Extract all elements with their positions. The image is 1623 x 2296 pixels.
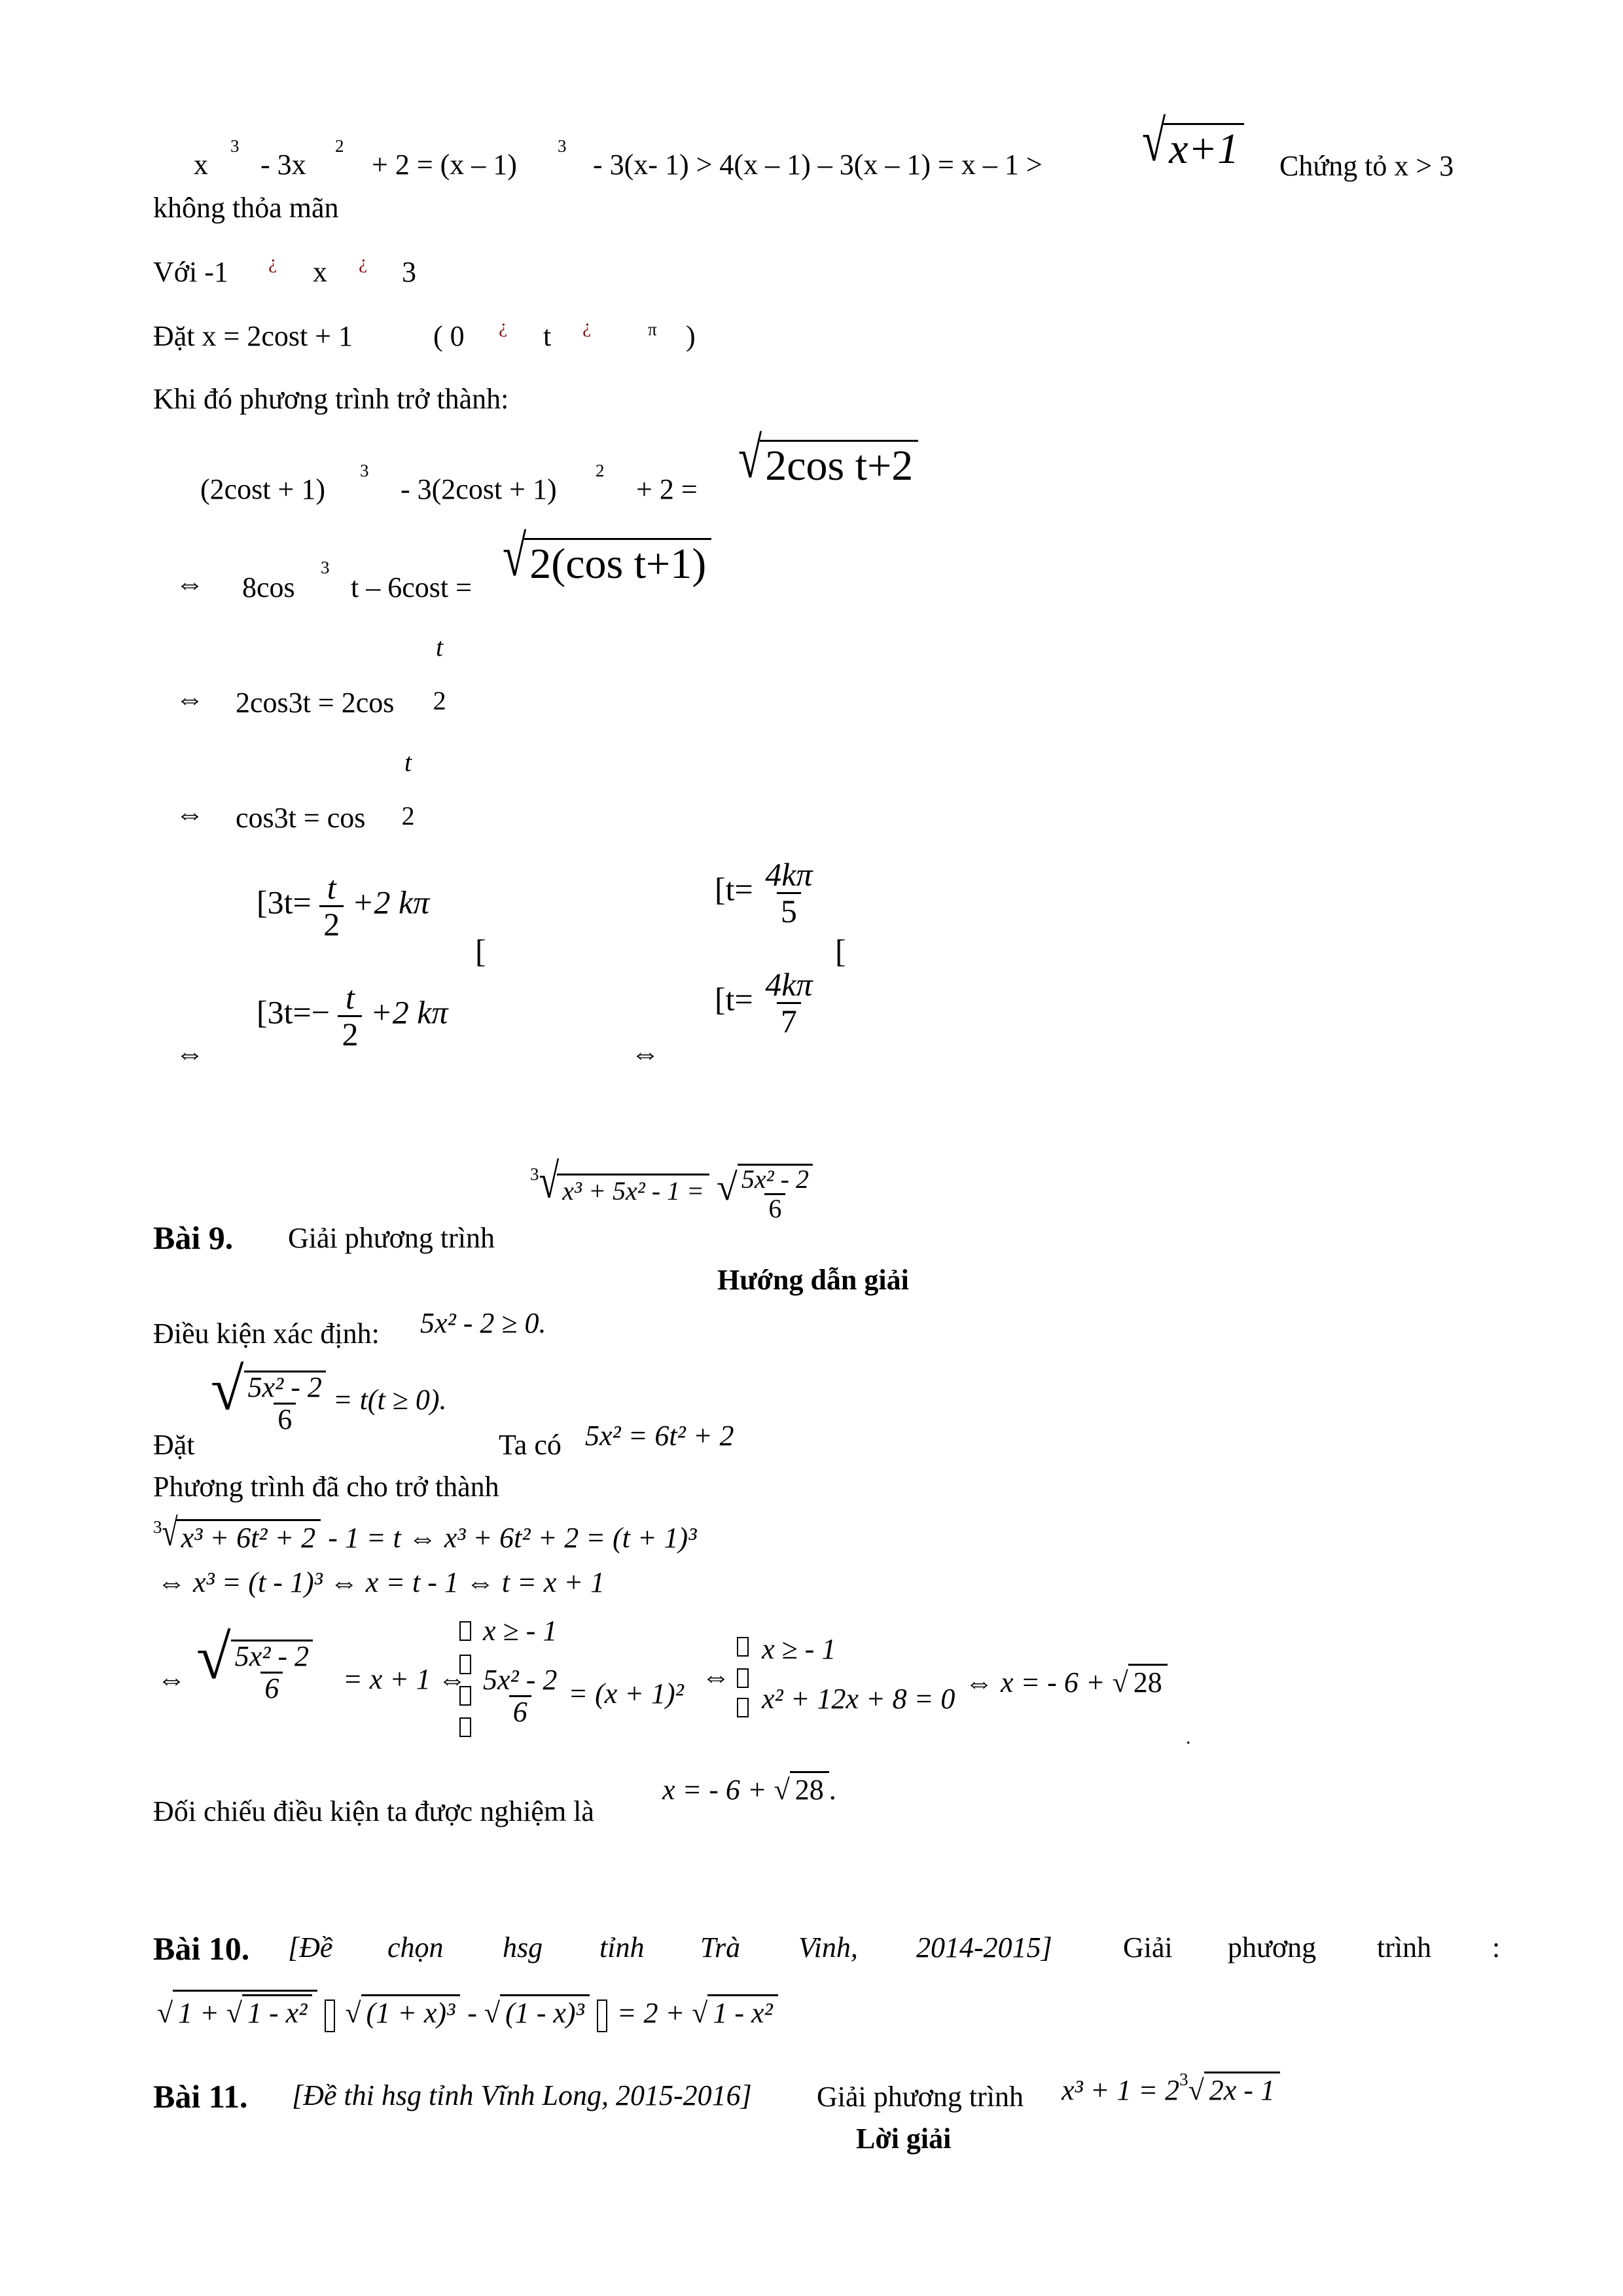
l2-text: không thỏa mãn [153,192,339,224]
loi-giai-heading: Lời giải [856,2123,952,2155]
l7-a: 8cos [242,571,295,603]
bai10-w3: hsg [503,1931,543,1964]
bai9-cond: 5x² - 2 ≥ 0. [420,1307,546,1339]
l9-frac: t 2 [401,747,415,831]
l8-a: 2cos3t = 2cos [236,687,395,719]
l1-part-c: + 2 = (x – 1) [372,149,517,181]
l1-sqrt: √x+1 [1142,123,1244,171]
bai11-title: Bài 11. [153,2078,248,2115]
l4-glyph-1: ¿ [499,315,508,337]
l9-arrow: ⇔ [175,798,204,830]
l1-x: x [194,149,208,181]
bai9-line-b: ⇔ x³ = (t - 1)³ ⇔ x = t - 1 ⇔ t = x + 1 [157,1566,605,1598]
l5-text: Khi đó phương trình trở thành: [153,383,509,415]
bai9-cond-label: Điều kiện xác định: [153,1318,380,1350]
l1-3x: - 3x [260,149,306,181]
sys-row-1: [3t= $\frac{t}{2}$ +2 kπ [257,869,430,942]
l6-b-exp: 2 [596,461,605,480]
bai9-line-c-sqrt: √ $\frac{\text{5x² - 2}}{6}$ [196,1626,313,1704]
l6-a-exp: 3 [360,461,369,480]
l4-pi: π [648,319,657,339]
bai9-line-c-end: ⇔ x = - 6 + √ 28 [965,1664,1168,1697]
bai9-taco-label: Ta có [499,1429,562,1461]
bai11-source: [Đề thi hsg tỉnh Vĩnh Long, 2015-2016] [292,2079,752,2111]
l8-arrow: ⇔ [175,683,204,715]
bai10-w5: Trà [700,1931,741,1964]
sys-bracket-1: [ [475,933,486,969]
bai10-w8: Giải [1123,1931,1173,1964]
sys-arrow-1: ⇔ [175,1037,204,1069]
sys2-row-1: x ≥ - 1 [762,1633,836,1665]
sys2-row-2: x² + 12x + 8 = 0 [762,1683,955,1715]
l6-c: + 2 = [636,473,698,505]
l9-a: cos3t = cos [236,802,366,834]
bai10-w7: 2014-2015] [916,1931,1052,1964]
l6-a: (2cost + 1) [200,473,325,505]
l3-glyph-1: ¿ [268,251,277,273]
l6-sqrt: √2cos t+2 [738,440,918,488]
bai11-equation: $x^3 + 1 = 2^3√$ 2x - 1 [1061,2071,1280,2105]
l8-frac: t 2 [433,632,446,715]
sys-arrow-2: ⇔ [631,1037,660,1069]
bai10-w1: [Đề [288,1931,333,1964]
bai9-final: x = - 6 + √ 28 . [662,1771,836,1804]
l3-glyph-2: ¿ [359,251,368,273]
l7-a-exp: 3 [321,558,330,577]
l4-glyph-2: ¿ [582,315,592,337]
sys1-row-2: $\frac{\text{5x² - 2}}{6}$ = (x + 1)² [483,1664,684,1729]
bai10-title: Bài 10. [153,1930,250,1967]
l4-t: t [543,320,552,352]
bai9-final-label: Đối chiếu điều kiện ta được nghiệm là [153,1795,594,1827]
l4-d: ) [686,320,696,352]
bai11-text: Giải phương trình [817,2081,1024,2113]
sys-sol-row-2: [t= $\frac{4k\pi}{7}$ [715,966,813,1039]
l4-b: ( 0 [433,320,465,352]
l4-a: Đặt x = 2cost + 1 [153,320,353,352]
l1-c-exp: 3 [558,136,567,156]
l7-arrow: ⇔ [175,567,204,600]
l7-b: t – 6cost = [351,571,472,603]
sys-bracket-2: [ [835,933,846,969]
l3-3: 3 [402,256,416,288]
bai9-equation: $^3$√ x³ + 5x² - 1 = √ $\frac{\text{5x² - 2}}{6}$ [530,1164,813,1223]
bai10-equation: √ 1 + √ 1 - x² √ (1 + x)³ - √ (1 - x)³ = 2 + √ 1 - x² [157,1990,778,2032]
l3-x: x [313,256,327,288]
bai9-line-a: $^3$√ x³ + 6t² + 2 - 1 = t ⇔ x³ + 6t² + 2 = (t + 1)³ [153,1511,697,1554]
l1-x-exp: 3 [230,136,240,156]
bai9-pt-label: Phương trình đã cho trở thành [153,1471,499,1503]
sys1-row-1: x ≥ - 1 [483,1615,558,1647]
l3-a: Với -1 [153,256,228,288]
l1-conclusion: Chứng tỏ x > 3 [1279,150,1454,182]
sys-sol-row-1: [t= $\frac{4k\pi}{5}$ [715,856,813,929]
bai10-w10: trình [1377,1931,1432,1964]
bai9-guide: Hướng dẫn giải [717,1264,909,1296]
bai9-set-expr: √ $\frac{\text{5x² - 2}}{6}$ = t(t ≥ 0). [211,1355,447,1435]
bai9-line-c-arrow: ⇔ [157,1663,186,1695]
bai10-w4: tỉnh [599,1931,645,1964]
l7-sqrt: √2(cos t+1) [503,538,711,586]
bai10-w2: chọn [387,1931,444,1964]
bai10-w9: phương [1228,1931,1317,1964]
bai9-taco: 5x² = 6t² + 2 [585,1420,734,1452]
l1-part-d: - 3(x- 1) > 4(x – 1) – 3(x – 1) = x – 1 > [593,149,1043,181]
bai10-w11: : [1492,1931,1501,1964]
bai9-text: Giải phương trình [288,1222,495,1254]
bai9-dot: . [1186,1727,1191,1748]
l1-3x-exp: 2 [335,136,344,156]
sys-row-2: [3t=− $\frac{t}{2}$ +2 kπ [257,979,448,1052]
bai9-title: Bài 9. [153,1219,234,1256]
sys1-brace [459,1614,474,1737]
bai10-w6: Vinh, [798,1931,858,1964]
bai9-arrow-mid: ⇔ [702,1660,730,1693]
l6-b: - 3(2cost + 1) [401,473,557,505]
bai9-set-label: Đặt [153,1429,195,1461]
bai9-line-c-mid: = x + 1 ⇔ [343,1663,467,1695]
sys2-brace [737,1630,751,1717]
